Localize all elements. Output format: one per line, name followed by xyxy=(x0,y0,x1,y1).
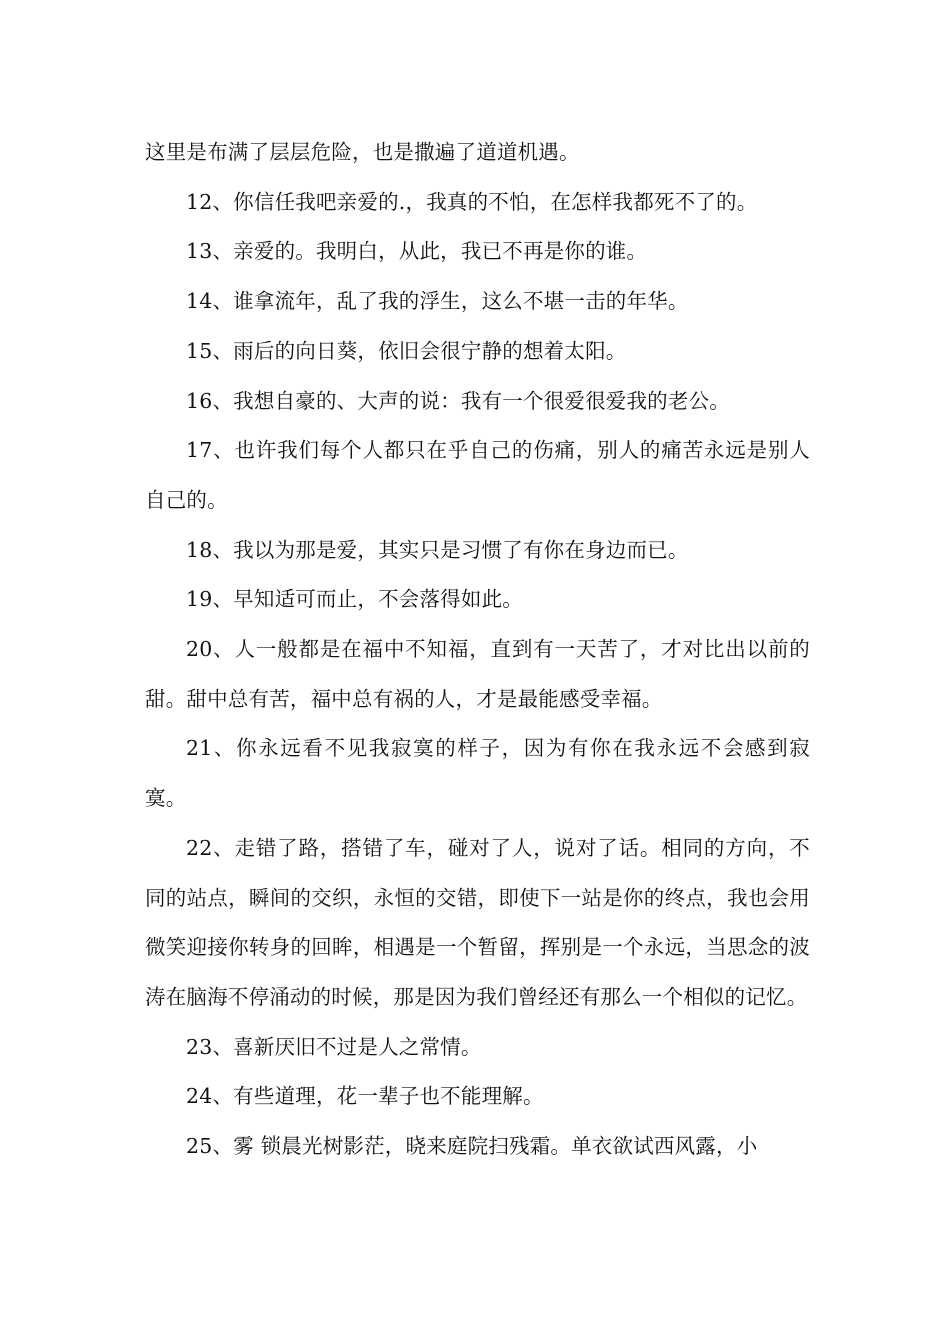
paragraph-12: 12、你信任我吧亲爱的.，我真的不怕，在怎样我都死不了的。 xyxy=(186,189,758,214)
paragraph-13: 13、亲爱的。我明白，从此，我已不再是你的谁。 xyxy=(186,239,648,264)
paragraph-19: 19、早知适可而止，不会落得如此。 xyxy=(186,587,523,612)
paragraph-18: 18、我以为那是爱，其实只是习惯了有你在身边而已。 xyxy=(186,537,689,562)
paragraph-25: 25、雾 锁晨光树影茫，晓来庭院扫残霜。单衣欲试西风露，小 xyxy=(186,1134,758,1159)
paragraph-24: 24、有些道理，花一辈子也不能理解。 xyxy=(186,1084,544,1109)
paragraph-17: 17、也许我们每个人都只在乎自己的伤痛，别人的痛苦永远是别人自己的。 xyxy=(145,438,810,512)
paragraph-22: 22、走错了路，搭错了车，碰对了人，说对了话。相同的方向，不同的站点，瞬间的交织，永恒的交错，即使下一站是你的终点，我也会用微笑迎接你转身的回眸，相遇是一个暂留，挥别是一个永远，当思念的波涛在脑海不停涌动的时候，那是因为我们曾经还有那么一个相似的记忆。 xyxy=(145,835,810,1009)
paragraph-14: 14、谁拿流年，乱了我的浮生，这么不堪一击的年华。 xyxy=(186,289,689,314)
paragraph-16: 16、我想自豪的、大声的说：我有一个很爱很爱我的老公。 xyxy=(186,388,730,413)
paragraph-21: 21、你永远看不见我寂寞的样子，因为有你在我永远不会感到寂寞。 xyxy=(145,736,810,811)
paragraph-20: 20、人一般都是在福中不知福，直到有一天苦了，才对比出以前的甜。甜中总有苦，福中总有祸的人，才是最能感受幸福。 xyxy=(145,637,810,711)
paragraph-continuation: 这里是布满了层层危险，也是撒遍了道道机遇。 xyxy=(145,140,580,164)
paragraph-15: 15、雨后的向日葵，依旧会很宁静的想着太阳。 xyxy=(186,338,627,363)
document-body xyxy=(145,128,810,1172)
paragraph-23: 23、喜新厌旧不过是人之常情。 xyxy=(186,1034,482,1059)
